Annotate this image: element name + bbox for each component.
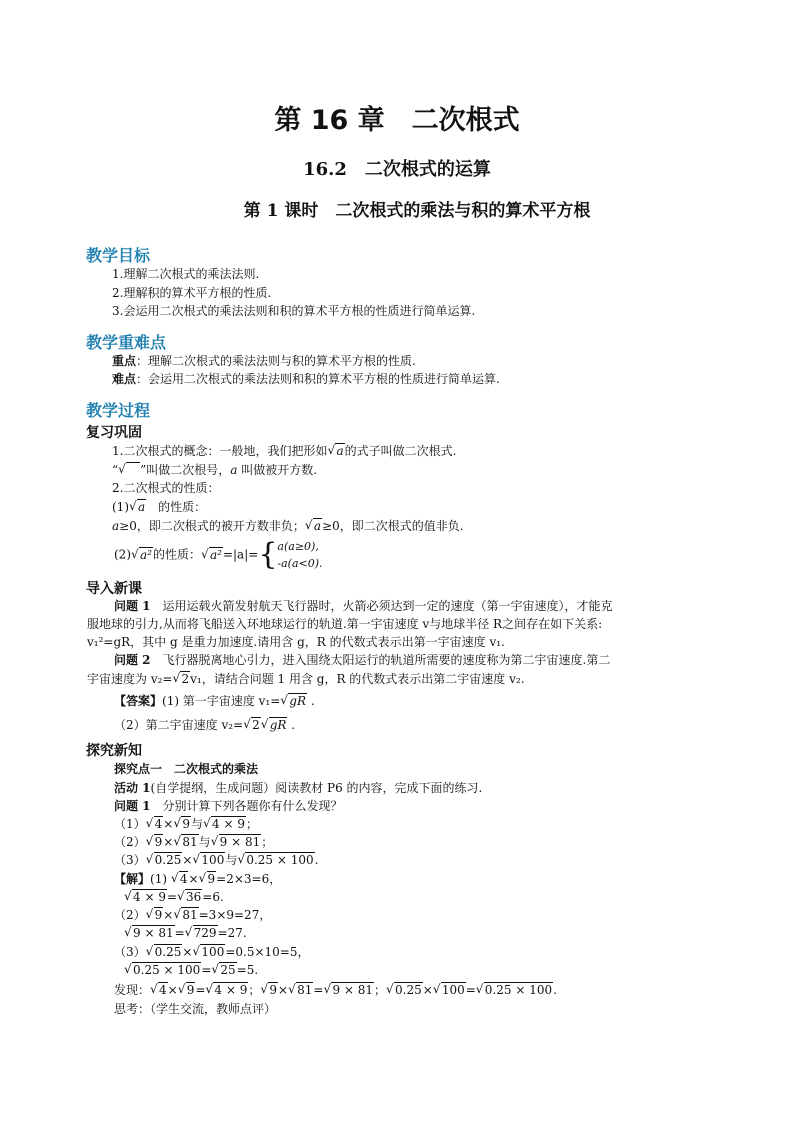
radical: √ 100 xyxy=(192,852,225,867)
question-label: 问题 1 xyxy=(114,599,151,613)
discovery-label: 发现： xyxy=(114,983,151,997)
text: =2×3=6， xyxy=(216,872,282,886)
variable: a xyxy=(230,463,238,477)
review-line-1 xyxy=(112,442,456,460)
radicand: 100 xyxy=(201,945,225,959)
radical: √ gR xyxy=(280,693,307,708)
radicand: 9 xyxy=(269,983,278,997)
text: 宇宙速度为 v₂= xyxy=(87,672,173,686)
radical: √ 9 × 81 xyxy=(124,925,174,940)
radical: √ 36 xyxy=(177,889,202,904)
radical: √ 25 xyxy=(211,962,236,977)
key-points-heading: 教学重难点 xyxy=(86,333,167,352)
radicand: 2 xyxy=(252,718,260,732)
radicand: 4 × 9 xyxy=(212,817,245,831)
radical: √ 4 xyxy=(150,982,167,997)
item-number: （3） xyxy=(114,945,146,959)
solution-line: √ 4 × 9= √ 36=6. xyxy=(124,889,224,904)
radicand: 9 xyxy=(186,983,195,997)
intro-q2-line2 xyxy=(87,670,525,688)
solution-line: 【解】(1) √ 4× √ 9=2×3=6， xyxy=(114,871,282,886)
process-heading: 教学过程 xyxy=(86,401,151,420)
radicand: 9 × 81 xyxy=(219,835,261,849)
solution-line: √ 0.25 × 100= √ 25=5. xyxy=(124,962,259,977)
activity-line xyxy=(114,779,482,797)
radical: √ 0.25 xyxy=(145,852,182,867)
radicand: 25 xyxy=(220,963,236,977)
radical: √ 0.25 xyxy=(386,982,422,997)
text: . xyxy=(287,718,296,732)
text: (1) xyxy=(112,500,129,514)
text: . xyxy=(307,694,315,708)
radical: √ 9 xyxy=(145,907,163,922)
radical: √ gR xyxy=(260,717,287,732)
text: =6. xyxy=(202,890,224,904)
radicand: 4 xyxy=(179,872,188,886)
radicand: 4 × 9 xyxy=(133,890,166,904)
solution-line: （2） √ 9× √ 81=3×9=27， xyxy=(114,907,272,922)
item-number: (1) xyxy=(150,872,171,886)
intro-q2-line1 xyxy=(114,651,610,669)
explore-q1-line xyxy=(114,797,343,815)
radicand: 0.25 × 100 xyxy=(133,963,201,977)
review-line-3: 2.二次根式的性质： xyxy=(112,481,220,495)
radical: √ 9 xyxy=(145,834,163,849)
radical: √ 2 xyxy=(172,671,190,686)
radicand: 9 × 81 xyxy=(332,983,374,997)
text: . xyxy=(314,853,319,867)
case-2: -a(a<0). xyxy=(277,557,323,570)
radicand: gR xyxy=(269,718,287,732)
radical: √ 4 × 9 xyxy=(124,889,166,904)
section-title: 16.2 二次根式的运算 xyxy=(303,159,491,180)
brace: { xyxy=(258,537,278,572)
goal-item: 3.会运用二次根式的乘法法则和积的算术平方根的性质进行简单运算. xyxy=(112,304,476,318)
goal-item: 2.理解积的算术平方根的性质. xyxy=(112,286,272,300)
intro-q1-line2: 服地球的引力,从而将飞船送入环地球运行的轨道.第一宇宙速度 v与地球半径 R之间存在如下关系: xyxy=(87,617,603,631)
text: 运用运载火箭发射航天飞行器时，火箭必须达到一定的速度（第一宇宙速度），才能克 xyxy=(150,599,613,613)
intro-q1-line3: v₁²=gR，其中 g 是重力加速度.请用含 g，R 的代数式表示出第一宇宙速度 v₁. xyxy=(87,635,505,649)
calc-line: （3） √ 0.25× √ 100与 √ 0.25 × 100. xyxy=(114,852,319,867)
solution-line: √ 9 × 81= √ 729=27. xyxy=(124,925,247,940)
radical: √ 81 xyxy=(173,834,198,849)
lesson-title: 第 1 课时 二次根式的乘法与积的算术平方根 xyxy=(243,201,591,221)
solution-label: 【解】 xyxy=(114,872,151,886)
radicand: 100 xyxy=(201,853,225,867)
item-number: （2） xyxy=(114,835,146,849)
review-line-4 xyxy=(112,498,206,516)
radicand: gR xyxy=(289,694,307,708)
text: 飞行器脱离地心引力，进入围绕太阳运行的轨道所需要的速度称为第二宇宙速度.第二 xyxy=(150,653,611,667)
radicand: a xyxy=(336,444,344,458)
item-number: （3） xyxy=(114,853,146,867)
key-point-line xyxy=(112,352,416,370)
radicand: 81 xyxy=(182,908,198,922)
discovery-line: 发现： √ 4× √ 9= √ 4 × 9； √ 9× √ 81= √ 9 × 81； √ 0.25× √ 100= √ 0.25 × 100. xyxy=(114,982,557,997)
text: ≥0，即二次根式的被开方数非负； xyxy=(119,519,305,533)
radicand: 729 xyxy=(193,926,217,940)
intro-answer-2 xyxy=(114,716,295,734)
radicand: 4 xyxy=(159,983,167,997)
text: =5. xyxy=(236,963,259,977)
case-block xyxy=(277,538,322,572)
radical: √ 100 xyxy=(432,982,465,997)
item-number: （1） xyxy=(114,817,146,831)
question-label: 问题 1 xyxy=(114,799,151,813)
key-text: ：理解二次根式的乘法法则与积的算术平方根的性质. xyxy=(136,354,416,368)
key-label: 重点 xyxy=(112,354,137,368)
review-heading: 复习巩固 xyxy=(86,425,142,441)
text: 叫做被开方数. xyxy=(237,463,318,477)
intro-answer-1 xyxy=(114,692,315,710)
radicand: 0.25 xyxy=(154,853,182,867)
radical: √ a xyxy=(327,443,344,458)
text: =|a|= xyxy=(222,547,259,562)
radical: √ a xyxy=(129,499,146,514)
radicand: 81 xyxy=(297,983,313,997)
intro-q1-line1 xyxy=(114,597,613,615)
think-line: 思考：（学生交流，教师点评） xyxy=(114,1002,277,1016)
radical: √ 9 xyxy=(177,982,195,997)
radicand: a² xyxy=(209,547,222,562)
radicand: 0.25 xyxy=(395,983,422,997)
radical: √ 81 xyxy=(173,907,198,922)
radical: √ xyxy=(118,461,140,479)
radical: √ a² xyxy=(200,546,222,562)
text: （2）第二宇宙速度 v₂= xyxy=(114,718,244,732)
text: 的式子叫做二次根式. xyxy=(344,444,457,458)
text: (1) 第一宇宙速度 v₁= xyxy=(162,694,281,708)
variable: a xyxy=(112,519,120,533)
radicand: 0.25 × 100 xyxy=(246,853,314,867)
radical: √ 4 xyxy=(145,816,163,831)
radicand: 9 xyxy=(154,908,163,922)
radical: √ 9 × 81 xyxy=(323,982,374,997)
radical: √ 0.25 xyxy=(145,944,182,959)
radical: √ 4 × 9 xyxy=(203,816,245,831)
radical: √ 81 xyxy=(288,982,313,997)
text: ； xyxy=(245,817,258,831)
radical: √ a² xyxy=(131,546,152,562)
radical: √ 9 × 81 xyxy=(210,834,261,849)
radicand: 36 xyxy=(186,890,202,904)
radical: √ 4 xyxy=(170,871,188,886)
text: 的性质： xyxy=(146,500,207,514)
radical: √ a xyxy=(304,518,322,533)
answer-label: 【答案】 xyxy=(114,694,163,708)
text: ”叫做二次根号， xyxy=(140,463,231,477)
difficulty-text: ：会运用二次根式的乘法法则和积的算术平方根的性质进行简单运算. xyxy=(136,372,500,386)
radicand: 9 × 81 xyxy=(133,926,174,940)
solution-line: （3） √ 0.25× √ 100=0.5×10=5， xyxy=(114,944,310,959)
calc-line: （2） √ 9× √ 81与 √ 9 × 81； xyxy=(114,834,274,849)
activity-label: 活动 1 xyxy=(114,781,151,795)
radicand: 2 xyxy=(181,672,190,686)
radical: √ 9 xyxy=(260,982,278,997)
goal-item: 1.理解二次根式的乘法法则. xyxy=(112,267,260,281)
difficulty-label: 难点 xyxy=(112,372,137,386)
text: (自学提纲，生成问题）阅读教材 P6 的内容，完成下面的练习. xyxy=(150,781,483,795)
radicand: 4 × 9 xyxy=(214,983,248,997)
radical: √ 0.25 × 100 xyxy=(475,982,553,997)
text: “ xyxy=(112,463,119,477)
radical: √ 729 xyxy=(184,925,217,940)
radicand: 100 xyxy=(441,983,465,997)
calc-line: （1） √ 4× √ 9与 √ 4 × 9； xyxy=(114,816,258,831)
review-line-5 xyxy=(112,517,464,535)
text: (2) xyxy=(114,547,131,562)
radicand xyxy=(126,462,140,477)
review-line-6 xyxy=(114,538,323,572)
goals-heading: 教学目标 xyxy=(86,246,151,265)
explore-heading: 探究新知 xyxy=(86,743,142,759)
chapter-title: 第 16 章 二次根式 xyxy=(274,105,520,136)
text: =0.5×10=5， xyxy=(225,945,310,959)
radicand: 9 xyxy=(207,872,216,886)
radicand: 0.25 × 100 xyxy=(484,983,553,997)
case-1: a(a≥0), xyxy=(277,540,319,553)
radicand: 0.25 xyxy=(154,945,182,959)
radicand: 4 xyxy=(154,817,163,831)
item-number: （2） xyxy=(114,908,146,922)
radical: √ 9 xyxy=(173,816,190,831)
text: v₁，请结合问题 1 用含 g，R 的代数式表示出第二宇宙速度 v₂. xyxy=(190,672,525,686)
radicand: 9 xyxy=(182,817,190,831)
text: 1.二次根式的概念：一般地，我们把形如 xyxy=(112,444,328,458)
difficulty-line xyxy=(112,370,500,388)
intro-heading: 导入新课 xyxy=(86,581,142,597)
radical: √ 2 xyxy=(243,717,260,732)
review-line-2 xyxy=(112,461,317,479)
text: ≥0，即二次根式的值非负. xyxy=(322,519,464,533)
radicand: 81 xyxy=(182,835,198,849)
explore-point-label: 探究点一 二次根式的乘法 xyxy=(114,762,259,776)
radicand: 9 xyxy=(154,835,163,849)
text: ； xyxy=(261,835,274,849)
text: 的性质： xyxy=(152,547,201,562)
text: 分别计算下列各题你有什么发现？ xyxy=(150,799,343,813)
radicand: a² xyxy=(140,547,152,562)
radical: √ 9 xyxy=(198,871,216,886)
radicand: a xyxy=(138,500,146,514)
radical: √ 0.25 × 100 xyxy=(237,852,314,867)
text: =27. xyxy=(217,926,247,940)
radical: √ 4 × 9 xyxy=(205,982,248,997)
radical: √ 100 xyxy=(192,944,225,959)
question-label: 问题 2 xyxy=(114,653,151,667)
text: =3×9=27， xyxy=(198,908,272,922)
radical: √ 0.25 × 100 xyxy=(124,962,201,977)
radicand: a xyxy=(313,519,322,533)
